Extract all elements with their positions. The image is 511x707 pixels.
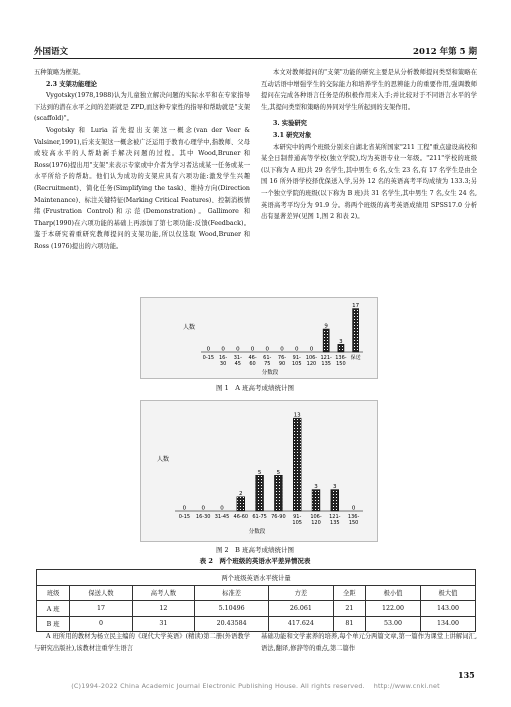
table-row <box>37 616 476 632</box>
bar <box>312 490 320 511</box>
tick-label: 61-75 <box>252 514 267 520</box>
data-label: 9 <box>324 323 328 330</box>
tick-label: 150 <box>348 520 359 526</box>
tick-label: 135 <box>330 520 340 526</box>
data-label: 0 <box>201 505 205 512</box>
tick-label: 106- <box>305 355 318 361</box>
table-cell: 143.00 <box>420 601 475 617</box>
tick-label: 90 <box>278 361 286 367</box>
data-label: 3 <box>339 338 343 345</box>
journal-name: 外国语文 <box>34 47 69 57</box>
tick-label: 105 <box>292 520 302 526</box>
y-axis-label: 人数 <box>182 324 195 331</box>
header-rule <box>33 58 477 59</box>
tick-label: 91- <box>292 355 301 361</box>
table-cell: 21 <box>333 601 365 617</box>
tick-label: 135 <box>321 361 331 367</box>
table-caption: 表 2 两个班级的英语水平差异情况表 <box>199 557 311 565</box>
table-cell: B 班 <box>37 616 70 632</box>
column-header: 全距 <box>333 585 365 601</box>
tick-label: 76- <box>277 355 287 361</box>
tick-label: 121- <box>329 514 341 520</box>
table-cell: 417.624 <box>269 616 333 632</box>
bar <box>293 418 301 511</box>
tick-label: 0-15 <box>178 514 191 520</box>
tick-label: 75 <box>264 361 271 367</box>
column-header: 标准差 <box>195 585 269 601</box>
copyright-footer: (C)1994-2022 China Academic Journal Electronic Publishing House. All rights reserved. http://www.cnki.net <box>71 682 440 690</box>
data-label: 0 <box>236 346 240 353</box>
figure-2-caption: 图 2 B 班高考成绩统计图 <box>215 546 295 554</box>
bar-chart-b <box>141 401 377 541</box>
tick-label: 45 <box>234 361 242 367</box>
column-header: 方差 <box>269 585 333 601</box>
paragraph: 本研究中的两个班级分别来自湖北省某所国家"211 工程"重点建设高校和某全日制普通高等学校(独立学院),均为英语专业一年级。"211"学校的班级(以下称为 A 班)共 29 名学生,其中男生 6 名,女生 23 名,有 17 名学生是由全国 16 所外语学校择优保送入学,另外 12 名的英语高考平均成绩为 133.3;另一个独立学院的班级(以下称为 B 班)共 31 名学生,其中男生 7 名,女生 24 名,英语高考平均分为 91.9 分。将两个班级的高考英语成绩用 SPSS17.0 分析出有显著差异(见图 1,图 2 和表 2)。 <box>261 143 477 221</box>
bottom-left-text: A 班所用的教材为杨立民主编的《现代大学英语》(精读)第二册(外语教学与研究出版社),该教材注重学生语言 <box>34 633 250 652</box>
tick-label: 60 <box>249 361 256 367</box>
page-number: 135 <box>458 670 475 680</box>
bar <box>338 344 344 352</box>
x-axis-label: 分数段 <box>248 529 266 535</box>
bar <box>331 490 339 511</box>
table-group-header: 两个班级英语水平统计量 <box>37 570 476 586</box>
tick-label: 0-15 <box>202 355 215 361</box>
tick-label: 61- <box>263 355 272 361</box>
right-column <box>261 67 477 223</box>
tick-label: 106- <box>310 514 322 520</box>
data-label: 0 <box>220 505 224 512</box>
tick-label: 121- <box>320 355 332 361</box>
data-label: 0 <box>221 346 225 353</box>
table-cell: 31 <box>132 616 194 632</box>
table-cell: 5.10496 <box>195 601 269 617</box>
data-label: 0 <box>182 505 187 512</box>
bottom-right-text: 基础功能和文学素养的培养,每个单元分两篇文章,第一篇作为课堂上讲解词汇,语法,翻译,修辞等的重点,第二篇作 <box>261 633 477 652</box>
paragraph: 五种策略为框架。 <box>34 69 85 76</box>
data-label: 0 <box>265 346 270 353</box>
bar <box>353 309 359 352</box>
tick-label: 136- <box>347 514 360 520</box>
table-cell: 26.061 <box>269 601 333 617</box>
table-cell: 134.00 <box>420 616 475 632</box>
subsection-heading: 3.1 研究对象 <box>273 131 312 139</box>
paragraph: 本文对教师提问的"支架"功能的研究主要是从分析教师提问类型和策略在互动话语中增强学生的交际能力和培养学生的思辨能力的重要作用,强调教师提问在完成各种语言任务是的积极作用来入手;并比较对于不同语言水平的学生,其提问类型和策略的异同对学生所起到的支架作用。 <box>261 69 477 111</box>
tick-label: 保送 <box>350 355 361 361</box>
table-cell: 122.00 <box>366 601 421 617</box>
data-label: 0 <box>294 346 299 353</box>
tick-label: 120 <box>306 361 317 367</box>
tick-label: 136- <box>335 355 347 361</box>
figure-1-chart <box>140 297 378 379</box>
issue-label: 2012 年第 5 期 <box>413 47 477 57</box>
table-cell: 0 <box>70 616 132 632</box>
table-header-row <box>37 585 476 601</box>
table-cell: A 班 <box>37 601 70 617</box>
column-header: 保送人数 <box>70 585 132 601</box>
figure-1-caption: 图 1 A 班高考成绩统计图 <box>216 384 294 392</box>
table-row <box>37 601 476 617</box>
left-column <box>34 67 250 253</box>
tick-label: 76-90 <box>271 514 286 520</box>
data-label: 5 <box>276 469 281 476</box>
data-label: 0 <box>206 346 211 353</box>
column-header: 高考人数 <box>132 585 194 601</box>
table-cell: 53.00 <box>366 616 421 632</box>
bar-chart-a <box>141 298 377 378</box>
table-cell: 20.43584 <box>195 616 269 632</box>
section-heading: 2.3 支架功能理论 <box>46 80 97 88</box>
data-label: 13 <box>293 412 301 419</box>
figure-2-chart <box>140 400 378 542</box>
table-cell: 12 <box>132 601 194 617</box>
bar <box>237 497 245 511</box>
data-label: 5 <box>257 469 262 476</box>
tick-label: 46- <box>248 355 257 361</box>
tick-label: 16-30 <box>195 514 211 520</box>
column-header: 极小值 <box>366 585 421 601</box>
table-cell: 81 <box>333 616 365 632</box>
tick-label: 150 <box>336 361 346 367</box>
tick-label: 30 <box>219 361 227 367</box>
bar <box>274 475 282 511</box>
data-label: 0 <box>250 346 255 353</box>
tick-label: 120 <box>311 520 321 526</box>
data-label: 17 <box>352 303 360 310</box>
bar <box>323 329 329 352</box>
table-cell: 17 <box>70 601 132 617</box>
data-label: 2 <box>239 491 243 498</box>
data-label: 0 <box>309 346 314 353</box>
data-label: 3 <box>314 484 318 491</box>
tick-label: 46-60 <box>233 514 249 520</box>
tick-label: 91- <box>293 514 302 520</box>
x-axis-label: 分数段 <box>261 370 279 376</box>
column-header: 极大值 <box>420 585 475 601</box>
y-axis-label: 人数 <box>156 456 169 463</box>
statistics-table <box>36 569 476 632</box>
paragraph: Vogotsky 和 Luria 首先提出支架这一概念(van der Veer & Valsiner,1991),后来支架这一概念被广泛运用于教育心理学中,指教师、父母或较高水平的人帮助新手解决问题的过程。其中 Wood,Bruner 和 Ross(1976)提出用"支架"来表示专家或中介者为学习者达成某一任务或某一水平所给予的帮助。他们认为成功的支架应具有六项功能:激发学生兴趣(Recruitment)、简化任务(Simplifying the task)、维持方向(Direction Maintenance)、标注关键特征(Marking Critical Features)、控制消极情绪(Frustration Control)和示范(Demonstration)。Gallimore 和 Tharp(1990)在六项功能的基础上再添加了第七项功能:反馈(Feedback)。鉴于本研究着重研究教师提问的支架功能,所以仅选取 Wood,Bruner 和 Ross (1976)提出的六项功能。 <box>34 126 250 250</box>
bar <box>256 475 264 511</box>
data-label: 3 <box>333 484 337 491</box>
tick-label: 31-45 <box>214 514 230 520</box>
tick-label: 31- <box>233 355 242 361</box>
tick-label: 105 <box>291 361 302 367</box>
section-heading: 3. 实验研究 <box>273 120 307 128</box>
data-label: 0 <box>351 505 356 512</box>
tick-label: 16- <box>219 355 228 361</box>
column-header: 班级 <box>37 585 70 601</box>
data-label: 0 <box>280 346 284 353</box>
paragraph: Vygotsky(1978,1988)认为儿童独立解决问题的实际水平和在专家指导下达到的潜在水平之间的差距就是 ZPD,而这种专家性的指导和帮助就是"支架(scaffold)"。 <box>34 92 250 123</box>
